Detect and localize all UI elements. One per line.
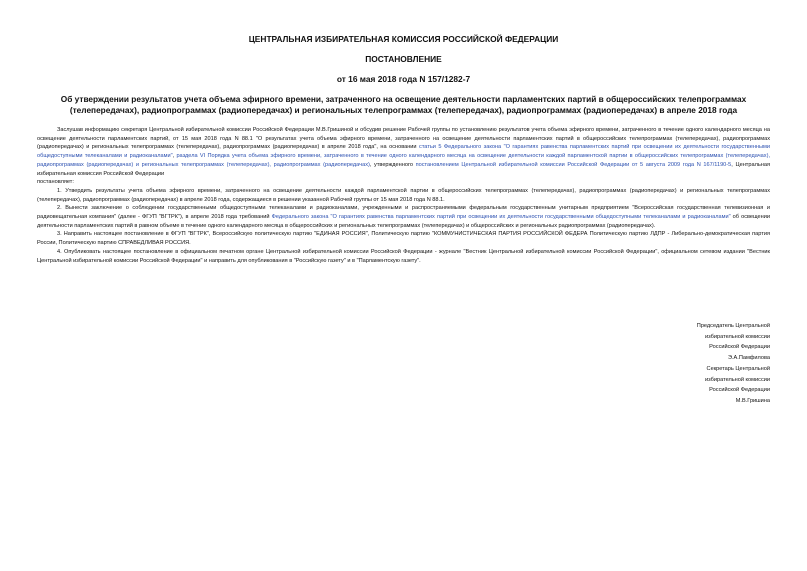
secretary-name: М.В.Гришина (735, 397, 770, 404)
document-body (37, 126, 770, 265)
preamble-text-1: Заслушав информацию секретаря Центральной избирательной комиссии Российской Федерации М.В.Гришиной и обсудив решение Рабочей группы по установлению результатов учета объема эфирного времени, затраченного в течение одного календарного месяца на освещение деятельности парламентских партий, от 15 мая 2018 года N 88.1 "О результатах учета объема эфирного времени, затраченного на освещение деятельности парламентских партий в общероссийских телепрограммах (телепередачах), радиопрограммах (радиопередачах) и региональных телепрограммах (телепередачах), радиопрограммах (радиопередачах) в апреле 2018 года", на основании (37, 127, 770, 151)
link-cec-resolution-2009[interactable]: постановлением Центральной избирательной комиссии Российской Федерации от 5 августа 2009 года N 167/1190-5 (415, 161, 732, 168)
item-1: 1. Утвердить результаты учета объема эфирного времени, затраченного на освещение деятельности каждой парламентской партии в общероссийских телепрограммах (телепередачах), радиопрограммах (радиопередачах) и региональных телепрограммах (телепередачах), радиопрограммах (радиопередачах) в апреле 2018 года, содержащиеся в решении указанной Рабочей группы от 15 мая 2018 года N 88.1. (37, 187, 770, 203)
chair-line-3: Российской Федерации (709, 344, 770, 351)
secretary-line-1: Секретарь Центральной (706, 366, 770, 372)
secretary-signature (620, 364, 770, 406)
item-2 (37, 204, 770, 230)
preamble-text-2: , (172, 153, 177, 160)
preamble-text-3: , утвержденного (369, 161, 416, 168)
link-federal-law[interactable]: Федерального закона "О гарантиях равенства парламентских партий при освещении их деятельности государственными общедоступными телеканалами и радиоканалами" (271, 214, 731, 221)
link-federal-law-article-5[interactable]: статьи 5 Федерального закона "О гарантиях равенства парламентских партий при освещении их деятельности государственными общедоступными телеканалами и радиоканалами" (37, 144, 770, 160)
organization-heading: ЦЕНТРАЛЬНАЯ ИЗБИРАТЕЛЬНАЯ КОМИССИЯ РОССИЙСКОЙ ФЕДЕРАЦИИ (248, 34, 559, 44)
date-number-heading: от 16 мая 2018 года N 157/1282-7 (336, 74, 471, 84)
link-procedure-section-6[interactable]: раздела VI Порядка учета объема эфирного времени, затраченного в течение одного календарного месяца на освещение деятельности каждой парламентской партии в общероссийских телепрограммах (телепередачах), радиопрограммах (радиопередачах) и региональных телепрограммах (телепередачах), радиопрограммах (радиопередачах) (37, 153, 771, 168)
preamble-text-4: , Центральная избирательная комиссия Российской Федерации (37, 161, 770, 177)
document-type-heading: ПОСТАНОВЛЕНИЕ (365, 54, 442, 64)
item-3: 3. Направить настоящее постановление в ФГУП "ВГТРК", Всероссийскую политическую партию "ЕДИНАЯ РОССИЯ", Политическую партию "КОММУНИСТИЧЕСКАЯ ПАРТИЯ РОССИЙСКОЙ ФЕДЕРА Политическую партию ЛДПР - Либерально-демократическая партия России, Политическую партию СПРАВЕДЛИВАЯ РОССИЯ. (37, 231, 770, 247)
document-page (37, 34, 770, 265)
chair-line-2: избирательной комиссии (705, 333, 770, 340)
chair-name: Э.А.Памфилова (727, 354, 770, 361)
secretary-line-2: избирательной комиссии (705, 376, 770, 383)
document-title: Об утверждении результатов учета объема эфирного времени, затраченного на освещение деятельности парламентских партий в общероссийских телепрограммах (телепередачах), радиопрограммах (радиопередачах) и региональных телепрограммах (телепередачах), радиопрограммах (радиопередачах) в апреле 2018 года (60, 94, 747, 115)
item-2-text-b: об освещении деятельности парламентских партий в равном объеме в течение одного календарного месяца в общероссийских и региональных телепрограммах (телепередачах) и общероссийских и региональных радиопрограммах (радиопередачах). (37, 214, 771, 229)
item-4: 4. Опубликовать настоящее постановление в официальном печатном органе Центральной избирательной комиссии Российской Федерации - журнале "Вестник Центральной избирательной комиссии Российской Федерации", официальном сетевом издании "Вестник Центральной избирательной комиссии Российской Федерации" и направить для опубликования в "Российскую газету" и в "Парламентскую газету". (37, 248, 770, 264)
chair-line-1: Председатель Центральной (696, 323, 770, 329)
resolves-line: постановляет: (37, 179, 74, 186)
preamble-paragraph (37, 126, 770, 178)
item-2-text-a: 2. Вынести заключение о соблюдении государственными общедоступными телеканалами и радиоканалами, учрежденными и распространяемыми федеральным государственным унитарным предприятием "Всероссийская государственная телевизионная и радиовещательная компания" (далее - ФГУП "ВГТРК"), в апреле 2018 года требований (37, 205, 770, 221)
secretary-line-3: Российской Федерации (709, 387, 770, 394)
chair-signature (620, 321, 770, 363)
